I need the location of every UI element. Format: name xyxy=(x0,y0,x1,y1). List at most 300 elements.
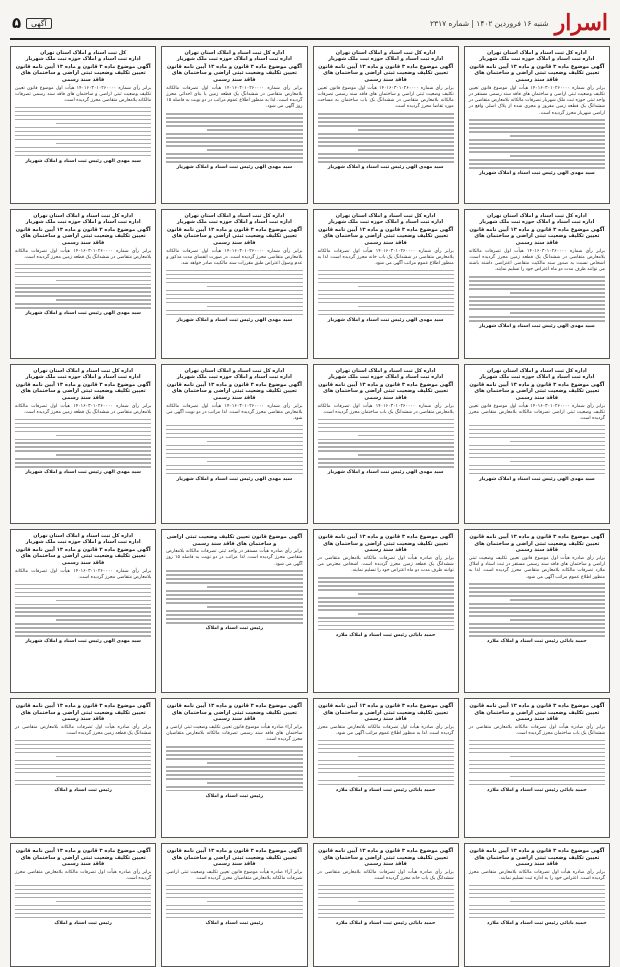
text-line xyxy=(318,784,454,786)
notice-title: آگهی موضوع ماده ۳ قانون و ماده ۱۳ آیین نامه قانون تعیین تکلیف وضعیت ثبتی اراضی و ساختمان های فاقد سند رسمی xyxy=(469,703,605,723)
text-line xyxy=(469,469,605,471)
legal-notice xyxy=(161,698,307,838)
text-line xyxy=(15,607,151,609)
text-line xyxy=(358,306,453,308)
text-line xyxy=(469,296,605,298)
text-line xyxy=(469,623,605,625)
text-line xyxy=(510,756,605,758)
notice-title: آگهی موضوع ماده ۳ قانون و ماده ۱۳ آیین نامه قانون تعیین تکلیف وضعیت ثبتی اراضی و ساختمان های فاقد سند رسمی xyxy=(15,226,151,246)
notice-text-lines xyxy=(166,885,302,918)
notice-signature: حمید بابائی رئیس ثبت اسناد و املاک ملارد xyxy=(487,920,587,926)
text-line xyxy=(166,282,302,284)
text-line xyxy=(166,270,302,272)
text-line xyxy=(358,901,453,903)
text-line xyxy=(15,893,151,895)
text-line xyxy=(469,300,605,302)
notice-title: آگهی موضوع ماده ۳ قانون و ماده ۱۳ آیین نامه قانون تعیین تکلیف وضعیت ثبتی اراضی و ساختمان های فاقد سند رسمی xyxy=(318,63,454,83)
text-line xyxy=(469,119,605,121)
text-line xyxy=(166,602,302,604)
text-line xyxy=(166,425,302,427)
text-line xyxy=(166,429,302,431)
notice-body: برابر رأی صادره هیأت اول تصرفات مالکانه بلامعارض متقاضی در ششدانگ یک قطعه زمین محرز گردیده است. اشخاص معترض می توانند ظرف مدت دو ماه اعتراض خود را تسلیم نمایند. xyxy=(317,555,454,574)
text-line xyxy=(469,308,605,310)
notice-signature: سید مهدی الهی رئیس ثبت اسناد و املاک شهریار xyxy=(327,164,444,170)
notice-body: برابر رأی صادره هیأت اول تصرفات مالکانه بلامعارض متقاضی محرز گردیده است. اعتراض خود را به اداره ثبت تسلیم نمایند. xyxy=(468,869,605,882)
text-line xyxy=(469,784,605,786)
text-line xyxy=(318,442,454,444)
text-line xyxy=(166,113,302,115)
notice-title: آگهی موضوع ماده ۳ قانون و ماده ۱۳ آیین نامه قانون تعیین تکلیف وضعیت ثبتی اراضی و ساختمان های فاقد سند رسمی xyxy=(318,848,454,868)
text-line xyxy=(15,264,151,266)
notice-text-lines xyxy=(469,425,605,474)
text-line xyxy=(318,889,454,891)
notice-organization: اداره کل ثبت اسناد و املاک استان تهران اداره ثبت اسناد و املاک حوزه ثبت ملک شهریار xyxy=(176,368,292,381)
notice-signature: رئیس ثبت اسناد و املاک xyxy=(205,626,264,632)
legal-notice xyxy=(313,46,459,204)
notice-signature: رئیس ثبت اسناد و املاک xyxy=(205,793,264,799)
notice-organization: اداره کل ثبت اسناد و املاک استان تهران اداره ثبت اسناد و املاک حوزه ثبت ملک شهریار xyxy=(25,368,141,381)
text-line xyxy=(56,776,151,778)
text-line xyxy=(318,431,454,433)
notice-body: برابر رأی شماره ۱۴۰۱۶۰۳۰۱۰۲۶۰۰۰۰ هیأت اول موضوع قانون تعیین تکلیف وضعیت ثبتی اراضی و ساختمان های فاقد سند رسمی تصرفات مالکانه بلامعارض متقاضی محرز گردیده است. xyxy=(15,85,152,104)
text-line xyxy=(15,151,151,153)
notice-title: آگهی موضوع ماده ۳ قانون و ماده ۱۳ آیین نامه قانون تعیین تکلیف وضعیت ثبتی اراضی و ساختمان های فاقد سند رسمی xyxy=(469,534,605,554)
text-line xyxy=(15,588,151,590)
text-line xyxy=(318,885,454,887)
text-line xyxy=(56,619,151,621)
text-line xyxy=(15,155,151,157)
text-line xyxy=(15,107,151,109)
text-line xyxy=(166,778,302,780)
text-line xyxy=(166,614,302,616)
text-line xyxy=(358,593,453,595)
text-line xyxy=(469,615,605,617)
notice-signature: سید مهدی الهی رئیس ثبت اسناد و املاک شهریار xyxy=(176,476,293,482)
text-line xyxy=(510,461,605,463)
text-line xyxy=(166,897,302,899)
text-line xyxy=(358,613,453,615)
text-line xyxy=(15,905,151,907)
text-line xyxy=(15,287,151,289)
text-line xyxy=(207,129,302,131)
text-line xyxy=(166,774,302,776)
text-line xyxy=(318,772,454,774)
text-line xyxy=(318,446,454,448)
notice-signature: حمید بابائی رئیس ثبت اسناد و املاک ملارد xyxy=(335,787,436,793)
text-line xyxy=(15,446,151,448)
text-line xyxy=(318,302,454,304)
text-line xyxy=(15,748,151,750)
text-line xyxy=(318,439,454,441)
text-line xyxy=(469,764,605,766)
text-line xyxy=(15,450,151,452)
text-line xyxy=(15,604,151,606)
text-line xyxy=(469,127,605,129)
text-line xyxy=(15,760,151,762)
notice-title: آگهی موضوع ماده ۳ قانون و ماده ۱۳ آیین نامه قانون تعیین تکلیف وضعیت ثبتی اراضی و ساختمان های فاقد سند رسمی xyxy=(15,63,151,83)
text-line xyxy=(318,577,454,579)
text-line xyxy=(469,897,605,899)
text-line xyxy=(469,449,605,451)
text-line xyxy=(166,133,302,135)
text-line xyxy=(318,917,454,919)
text-line xyxy=(166,157,302,159)
legal-notice xyxy=(464,843,610,967)
text-line xyxy=(318,298,454,300)
legal-notice xyxy=(10,529,156,693)
text-line xyxy=(318,601,454,603)
notice-signature: رئیس ثبت اسناد و املاک xyxy=(54,920,112,926)
notice-body: برابر رأی شماره ۱۴۰۱۶۰۳۰۱۰۲۶۰۰۰۰ هیأت اول موضوع قانون تعیین تکلیف وضعیت ثبتی اراضی تصرفات مالکانه بلامعارض متقاضی محرز گردیده است. xyxy=(468,403,605,422)
notice-text-lines xyxy=(469,885,605,918)
notice-signature: سید مهدی الهی رئیس ثبت اسناد و املاک شهریار xyxy=(25,470,141,476)
text-line xyxy=(318,740,454,742)
notice-organization: اداره کل ثبت اسناد و املاک استان تهران اداره ثبت اسناد و املاک حوزه ثبت ملک شهریار xyxy=(328,50,444,63)
text-line xyxy=(469,905,605,907)
text-line xyxy=(469,752,605,754)
text-line xyxy=(166,618,302,620)
text-line xyxy=(318,282,454,284)
text-line xyxy=(318,153,454,155)
legal-notice xyxy=(10,698,156,838)
text-line xyxy=(166,905,302,907)
text-line xyxy=(318,125,454,127)
text-line xyxy=(15,623,151,625)
legal-notice xyxy=(10,46,156,204)
text-line xyxy=(166,137,302,139)
notice-text-lines xyxy=(15,584,151,637)
text-line xyxy=(469,889,605,891)
text-line xyxy=(15,111,151,113)
text-line xyxy=(469,320,605,322)
notice-text-lines xyxy=(15,107,151,156)
notice-organization: اداره کل ثبت اسناد و املاک استان تهران اداره ثبت اسناد و املاک حوزه ثبت ملک شهریار xyxy=(328,368,444,381)
notice-signature: سید مهدی الهی رئیس ثبت اسناد و املاک شهریار xyxy=(25,158,141,164)
text-line xyxy=(318,274,454,276)
text-line xyxy=(166,917,302,919)
text-line xyxy=(166,885,302,887)
text-line xyxy=(166,433,302,435)
text-line xyxy=(469,740,605,742)
text-line xyxy=(510,619,605,621)
notice-body: برابر رأی شماره ۱۴۰۱۶۰۳۰۱۰۲۶۰۰۰۰ هیأت اول تصرفات مالکانه بلامعارض متقاضی محرز گردیده است. لذا مراتب در دو نوبت آگهی می شود. xyxy=(166,403,303,422)
text-line xyxy=(15,635,151,637)
text-line xyxy=(166,117,302,119)
legal-notice xyxy=(464,209,610,359)
text-line xyxy=(166,570,302,572)
text-line xyxy=(469,151,605,153)
text-line xyxy=(15,584,151,586)
notice-signature: حمید بابائی رئیس ثبت اسناد و املاک ملارد xyxy=(487,639,587,645)
text-line xyxy=(207,762,302,764)
notice-body: برابر رأی شماره ۱۴۰۱۶۰۳۰۱۰۲۶۰۰۰۰ هیأت اول تصرفات مالکانه بلامعارض متقاضی در ششدانگ یک باب ساختمان محرز گردیده است. xyxy=(317,403,454,415)
legal-notice xyxy=(464,698,610,838)
text-line xyxy=(166,750,302,752)
text-line xyxy=(15,431,151,433)
text-line xyxy=(469,631,605,633)
notice-text-lines xyxy=(15,264,151,309)
notice-title: آگهی موضوع ماده ۳ قانون و ماده ۱۳ آیین نامه قانون تعیین تکلیف وضعیت ثبتی اراضی و ساختمان های فاقد سند رسمی xyxy=(15,546,151,566)
text-line xyxy=(166,141,302,143)
text-line xyxy=(166,453,302,455)
text-line xyxy=(318,117,454,119)
text-line xyxy=(318,893,454,895)
text-line xyxy=(318,462,454,464)
notice-body: برابر رأی شماره ۱۴۰۱۶۰۳۰۱۰۲۶۰۰۰۰ هیأت اول تصرفات مالکانه بلامعارض متقاضی در ششدانگ یک قطعه زمین محرز گردیده است. اشخاص نسبت به صدور سند مالکیت متقاضی اعتراضی داشته باشند می توانند ظرف مدت دو ماه اعتراض خود را تسلیم نمایند. xyxy=(468,248,605,273)
text-line xyxy=(207,461,302,463)
text-line xyxy=(469,453,605,455)
legal-notice xyxy=(464,529,610,693)
notice-title: آگهی موضوع ماده ۳ قانون و ماده ۱۳ آیین نامه قانون تعیین تکلیف وضعیت ثبتی اراضی و ساختمان های فاقد سند رسمی xyxy=(166,226,302,246)
notice-text-lines xyxy=(15,740,151,785)
text-line xyxy=(166,790,302,792)
legal-notice xyxy=(313,698,459,838)
text-line xyxy=(318,145,454,147)
text-line xyxy=(469,885,605,887)
text-line xyxy=(15,772,151,774)
notice-title: آگهی موضوع ماده ۳ قانون و ماده ۱۳ آیین نامه قانون تعیین تکلیف وضعیت ثبتی اراضی و ساختمان های فاقد سند رسمی xyxy=(318,381,454,401)
text-line xyxy=(207,586,302,588)
notice-title: آگهی موضوع ماده ۳ قانون و ماده ۱۳ آیین نامه قانون تعیین تکلیف وضعیت ثبتی اراضی و ساختمان های فاقد سند رسمی xyxy=(166,703,302,723)
legal-notice xyxy=(10,209,156,359)
notice-signature: سید مهدی الهی رئیس ثبت اسناد و املاک شهریار xyxy=(25,639,141,645)
notice-text-lines xyxy=(166,425,302,474)
text-line xyxy=(318,423,454,425)
text-line xyxy=(469,583,605,585)
text-line xyxy=(15,442,151,444)
text-line xyxy=(510,901,605,903)
notice-title: آگهی موضوع ماده ۳ قانون و ماده ۱۳ آیین نامه قانون تعیین تکلیف وضعیت ثبتی اراضی و ساختمان های فاقد سند رسمی xyxy=(318,703,454,723)
text-line xyxy=(318,609,454,611)
notices-grid xyxy=(10,46,610,967)
text-line xyxy=(166,574,302,576)
legal-notice xyxy=(161,209,307,359)
legal-notice xyxy=(161,529,307,693)
text-line xyxy=(166,294,302,296)
text-line xyxy=(166,766,302,768)
notice-signature: سید مهدی الهی رئیس ثبت اسناد و املاک شهریار xyxy=(176,317,293,323)
text-line xyxy=(318,897,454,899)
text-line xyxy=(358,286,453,288)
text-line xyxy=(15,780,151,782)
notice-signature: سید مهدی الهی رئیس ثبت اسناد و املاک شهریار xyxy=(479,323,595,329)
text-line xyxy=(15,139,151,141)
text-line xyxy=(166,290,302,292)
text-line xyxy=(166,746,302,748)
text-line xyxy=(15,127,151,129)
text-line xyxy=(15,439,151,441)
notice-title: آگهی موضوع ماده ۳ قانون و ماده ۱۳ آیین نامه قانون تعیین تکلیف وضعیت ثبتی اراضی و ساختمان های فاقد سند رسمی xyxy=(469,848,605,868)
text-line xyxy=(15,135,151,137)
text-line xyxy=(469,772,605,774)
text-line xyxy=(318,157,454,159)
text-line xyxy=(15,276,151,278)
text-line xyxy=(358,129,453,131)
notice-signature: سید مهدی الهی رئیس ثبت اسناد و املاک شهریار xyxy=(327,317,444,323)
notice-text-lines xyxy=(318,577,454,630)
notice-body: برابر رأی شماره ۱۴۰۱۶۰۳۰۱۰۲۶۰۰۰۰ هیأت اول موضوع قانون تعیین تکلیف وضعیت ثبتی اراضی و ساختمان های فاقد سند رسمی مستقر در واحد ثبتی حوزه ثبت ملک شهریار تصرفات مالکانه بلامعارض متقاضی در ششدانگ یک قطعه زمین مفروز و مجزی شده از پلاک اصلی واقع در اراضی شهریار محرز گردیده است. xyxy=(468,85,605,116)
notice-text-lines xyxy=(318,740,454,785)
notice-text-lines xyxy=(166,746,302,791)
notice-body: برابر رأی صادره هیأت اول موضوع قانون تعیین تکلیف وضعیت ثبتی اراضی و ساختمان های فاقد سند رسمی مستقر در ثبت اسناد و املاک ملارد تصرفات مالکانه بلامعارض متقاضی محرز گردیده است. لذا به منظور اطلاع عموم مراتب آگهی می شود. xyxy=(468,555,605,580)
text-line xyxy=(469,429,605,431)
text-line xyxy=(166,145,302,147)
text-line xyxy=(318,427,454,429)
text-line xyxy=(15,419,151,421)
text-line xyxy=(166,298,302,300)
text-line xyxy=(318,270,454,272)
text-line xyxy=(15,897,151,899)
notice-body: برابر رأی صادره هیأت مستقر در واحد ثبتی تصرفات مالکانه بلامعارض متقاضی محرز گردیده است. لذا مراتب در دو نوبت به فاصله ۱۵ روز آگهی می شود. xyxy=(166,549,303,567)
text-line xyxy=(166,278,302,280)
text-line xyxy=(56,901,151,903)
text-line xyxy=(15,291,151,293)
text-line xyxy=(166,314,302,316)
text-line xyxy=(358,454,453,456)
text-line xyxy=(469,760,605,762)
notice-signature: سید مهدی الهی رئیس ثبت اسناد و املاک شهریار xyxy=(176,164,293,170)
notice-title: آگهی موضوع ماده ۳ قانون و ماده ۱۳ آیین نامه قانون تعیین تکلیف وضعیت ثبتی اراضی و ساختمان های فاقد سند رسمی xyxy=(469,381,605,401)
notice-organization: اداره کل ثبت اسناد و املاک استان تهران اداره ثبت اسناد و املاک حوزه ثبت ملک شهریار xyxy=(328,213,444,226)
text-line xyxy=(318,589,454,591)
notice-signature: رئیس ثبت اسناد و املاک xyxy=(205,920,264,926)
notice-body: برابر رأی شماره ۱۴۰۱۶۰۳۰۱۰۲۶۰۰۰۰ هیأت اول تصرفات مالکانه بلامعارض متقاضی در ششدانگ یک قطعه زمین با بنای احداثی محرز گردیده است. لذا به منظور اطلاع عموم مراتب در دو نوبت به فاصله ۱۵ روز آگهی می شود. xyxy=(166,85,303,110)
text-line xyxy=(166,786,302,788)
text-line xyxy=(318,450,454,452)
text-line xyxy=(166,909,302,911)
text-line xyxy=(510,776,605,778)
text-line xyxy=(469,913,605,915)
text-line xyxy=(318,764,454,766)
text-line xyxy=(318,913,454,915)
text-line xyxy=(15,889,151,891)
text-line xyxy=(318,581,454,583)
text-line xyxy=(510,441,605,443)
masthead xyxy=(430,10,608,36)
text-line xyxy=(318,605,454,607)
legal-notice xyxy=(313,364,459,524)
text-line xyxy=(318,617,454,619)
notice-body: برابر رأی شماره ۱۴۰۱۶۰۳۰۱۰۲۶۰۰۰۰ هیأت اول تصرفات مالکانه بلامعارض متقاضی محرز گردیده است. در صورت انقضای مدت مذکور و عدم وصول اعتراض طبق مقررات سند مالکیت صادر خواهد شد. xyxy=(166,248,303,267)
notice-signature: رئیس ثبت اسناد و املاک xyxy=(54,787,112,793)
notice-organization: اداره کل ثبت اسناد و املاک استان تهران اداره ثبت اسناد و املاک حوزه ثبت ملک شهریار xyxy=(25,533,141,546)
notice-text-lines xyxy=(318,419,454,468)
text-line xyxy=(15,917,151,919)
text-line xyxy=(510,312,605,314)
text-line xyxy=(318,909,454,911)
notice-body: برابر رأی شماره ۱۴۰۱۶۰۳۰۱۰۲۶۰۰۰۰ هیأت اول تصرفات مالکانه بلامعارض متقاضی در ششدانگ یک باب خانه محرز گردیده است. لذا به منظور اطلاع عموم مراتب آگهی می شود. xyxy=(317,248,454,267)
notice-text-lines xyxy=(15,419,151,468)
text-line xyxy=(15,268,151,270)
text-line xyxy=(469,284,605,286)
text-line xyxy=(56,756,151,758)
text-line xyxy=(358,435,453,437)
notice-text-lines xyxy=(166,270,302,315)
text-line xyxy=(469,167,605,169)
text-line xyxy=(469,316,605,318)
notice-title: آگهی موضوع ماده ۳ قانون و ماده ۱۳ آیین نامه قانون تعیین تکلیف وضعیت ثبتی اراضی و ساختمان های فاقد سند رسمی xyxy=(166,848,302,868)
notice-signature: سید مهدی الهی رئیس ثبت اسناد و املاک شهریار xyxy=(479,476,595,482)
notice-title: آگهی موضوع ماده ۳ قانون و ماده ۱۳ آیین نامه قانون تعیین تکلیف وضعیت ثبتی اراضی و ساختمان های فاقد سند رسمی xyxy=(469,63,605,83)
notice-text-lines xyxy=(469,740,605,785)
text-line xyxy=(166,473,302,475)
notice-body: برابر رأی شماره ۱۴۰۱۶۰۳۰۱۰۲۶۰۰۰۰ هیأت اول تصرفات مالکانه بلامعارض متقاضی محرز گردیده است. xyxy=(15,568,152,580)
text-line xyxy=(469,607,605,609)
text-line xyxy=(15,768,151,770)
text-line xyxy=(318,752,454,754)
text-line xyxy=(469,917,605,919)
notice-organization: اداره کل ثبت اسناد و املاک استان تهران اداره ثبت اسناد و املاک حوزه ثبت ملک شهریار xyxy=(25,213,141,226)
text-line xyxy=(166,302,302,304)
text-line xyxy=(207,606,302,608)
text-line xyxy=(510,155,605,157)
notice-body: برابر رأی شماره ۱۴۰۱۶۰۳۰۱۰۲۶۰۰۰۰ هیأت اول تصرفات مالکانه بلامعارض متقاضی در ششدانگ یک قطعه زمین محرز گردیده است. xyxy=(15,248,152,260)
text-line xyxy=(207,306,302,308)
notice-title: آگهی موضوع ماده ۳ قانون و ماده ۱۳ آیین نامه قانون تعیین تکلیف وضعیت ثبتی اراضی و ساختمان های فاقد سند رسمی xyxy=(15,703,151,723)
text-line xyxy=(318,133,454,135)
text-line xyxy=(166,598,302,600)
text-line xyxy=(469,139,605,141)
notice-body: برابر رأی شماره ۱۴۰۱۶۰۳۰۱۰۲۶۰۰۰۰ هیأت اول موضوع قانون تعیین تکلیف وضعیت ثبتی اراضی و ساختمان های فاقد سند رسمی تصرفات مالکانه بلامعارض متقاضی در ششدانگ یک باب ساختمان به مساحت مورد تقاضا محرز گردیده است. xyxy=(317,85,454,110)
text-line xyxy=(15,272,151,274)
text-line xyxy=(15,423,151,425)
text-line xyxy=(15,284,151,286)
text-line xyxy=(207,782,302,784)
text-line xyxy=(166,469,302,471)
notice-body: برابر رأی صادره هیأت اول تصرفات مالکانه بلامعارض متقاضی در ششدانگ یک باب خانه محرز گردیده است. xyxy=(317,869,454,882)
text-line xyxy=(469,603,605,605)
text-line xyxy=(318,466,454,468)
page-header xyxy=(10,8,610,40)
text-line xyxy=(15,303,151,305)
notice-organization: اداره کل ثبت اسناد و املاک استان تهران اداره ثبت اسناد و املاک حوزه ثبت ملک شهریار xyxy=(176,50,292,63)
text-line xyxy=(15,744,151,746)
text-line xyxy=(318,121,454,123)
text-line xyxy=(166,121,302,123)
notice-title: آگهی موضوع ماده ۳ قانون و ماده ۱۳ آیین نامه قانون تعیین تکلیف وضعیت ثبتی اراضی و ساختمان های فاقد سند رسمی xyxy=(166,381,302,401)
text-line xyxy=(166,153,302,155)
notice-text-lines xyxy=(166,570,302,623)
text-line xyxy=(318,314,454,316)
text-line xyxy=(15,740,151,742)
text-line xyxy=(166,594,302,596)
text-line xyxy=(15,131,151,133)
legal-notice xyxy=(313,209,459,359)
text-line xyxy=(318,113,454,115)
text-line xyxy=(469,744,605,746)
text-line xyxy=(469,893,605,895)
notice-text-lines xyxy=(469,119,605,168)
text-line xyxy=(318,310,454,312)
text-line xyxy=(166,758,302,760)
text-line xyxy=(510,599,605,601)
text-line xyxy=(15,631,151,633)
legal-notice xyxy=(161,364,307,524)
text-line xyxy=(166,770,302,772)
notice-signature: حمید بابائی رئیس ثبت اسناد و املاک ملارد xyxy=(335,920,436,926)
legal-notice xyxy=(161,46,307,204)
notice-text-lines xyxy=(469,583,605,636)
text-line xyxy=(318,780,454,782)
text-line xyxy=(469,304,605,306)
text-line xyxy=(15,764,151,766)
text-line xyxy=(166,582,302,584)
notice-title: آگهی موضوع ماده ۳ قانون و ماده ۱۳ آیین نامه قانون تعیین تکلیف وضعیت ثبتی اراضی و ساختمان های فاقد سند رسمی xyxy=(15,381,151,401)
text-line xyxy=(15,458,151,460)
legal-notice xyxy=(161,843,307,967)
text-line xyxy=(56,435,151,437)
text-line xyxy=(56,299,151,301)
